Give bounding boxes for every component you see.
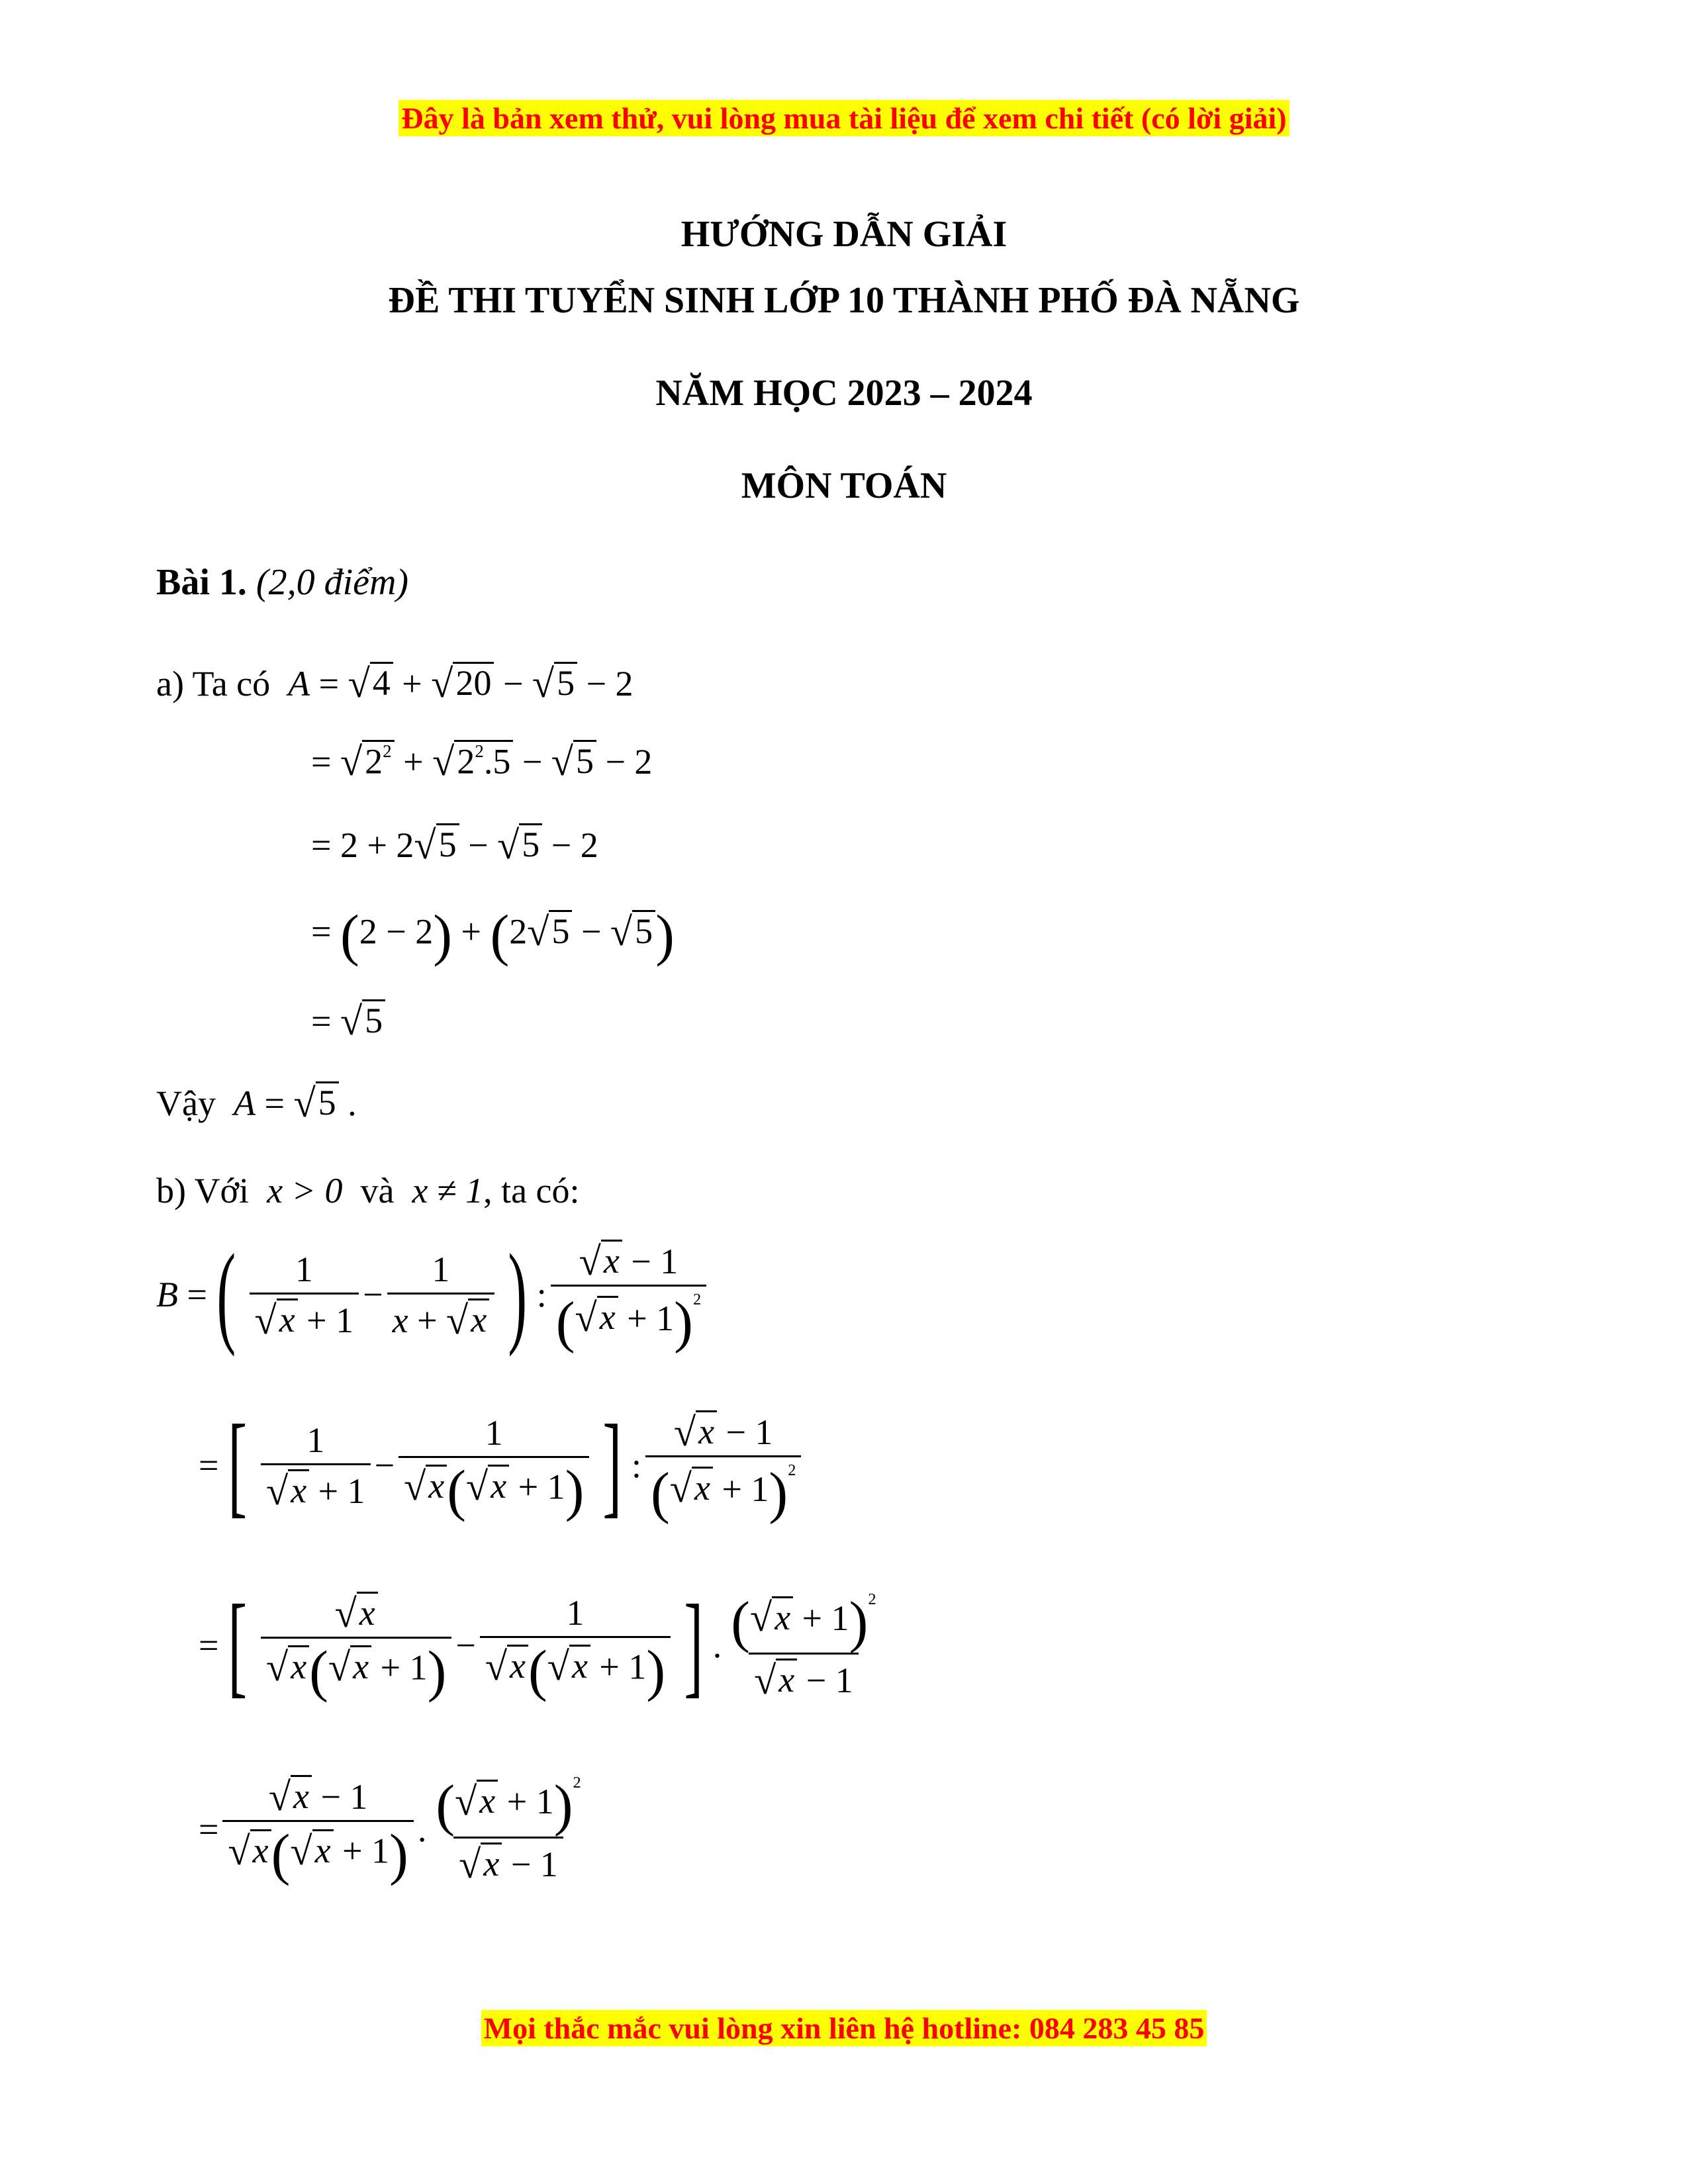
- conclusion-word: Vậy: [156, 1083, 216, 1123]
- condition-2: x ≠ 1: [412, 1171, 484, 1210]
- part-b-intro-prefix: b) Với: [156, 1171, 250, 1210]
- part-a-line-5: = √ 5: [311, 999, 385, 1042]
- part-b-intro-suffix: , ta có:: [483, 1171, 580, 1210]
- part-a-line-3: = 2 + 2 √ 5 − √ 5 − 2: [311, 823, 598, 868]
- problem-points: (2,0 điểm): [256, 562, 409, 603]
- title-line-3: NĂM HỌC 2023 – 2024: [655, 373, 1033, 414]
- and-word: và: [360, 1171, 395, 1210]
- part-a-line-2: = √ $2^2$ + √ $2^2.5$ − √ 5 − 2: [311, 740, 653, 785]
- problem-number: Bài 1.: [156, 562, 247, 603]
- preview-notice-banner: [0, 101, 1688, 136]
- part-b-intro: [156, 1170, 580, 1211]
- hotline-text: Mọi thắc mắc vui lòng xin liên hệ hotline: 084 283 45 85: [481, 2010, 1207, 2046]
- problem-heading: [156, 561, 408, 604]
- part-b-line-4: = √ x − 1 √ x ( √ x + 1) . ( √ x + 1)$^2$ √ x − 1: [199, 1773, 581, 1887]
- title-line-1: HƯỚNG DẪN GIẢI: [680, 214, 1008, 255]
- condition-1: x > 0: [267, 1171, 343, 1210]
- title-line-4: MÔN TOÁN: [741, 465, 947, 506]
- part-a-line-1: a) Ta có A = √ 4 + √ 20 − √ 5 − 2: [156, 661, 633, 706]
- part-b-line-2: = [ 1 √ x + 1 − 1 √ x ( √ x + 1) ] : √ x − 1 ( √ x + 1)$^2$: [199, 1408, 805, 1523]
- part-a-intro: a) Ta có: [156, 663, 271, 704]
- part-a-line-4: = (2 − 2) + (2 √ 5 − √ 5 ): [311, 903, 675, 967]
- preview-notice-text: Đây là bản xem thử, vui lòng mua tài liệu để xem chi tiết (có lời giải): [399, 100, 1289, 136]
- part-a-conclusion: Vậy A = √ 5 .: [156, 1081, 357, 1126]
- title-line-2: ĐỀ THI TUYỂN SINH LỚP 10 THÀNH PHỐ ĐÀ NẴNG: [388, 280, 1300, 321]
- hotline-banner: [0, 2011, 1688, 2046]
- part-b-line-3: = [ √ x √ x ( √ x + 1) − 1 √ x ( √ x + 1) ] . ( √ x + 1)$^2$ √ x − 1: [199, 1582, 876, 1708]
- part-b-line-1: B = ( 1 √ x + 1 − 1 x + √ x ) : √ x − 1 ( √ x + 1)$^2$: [156, 1238, 710, 1352]
